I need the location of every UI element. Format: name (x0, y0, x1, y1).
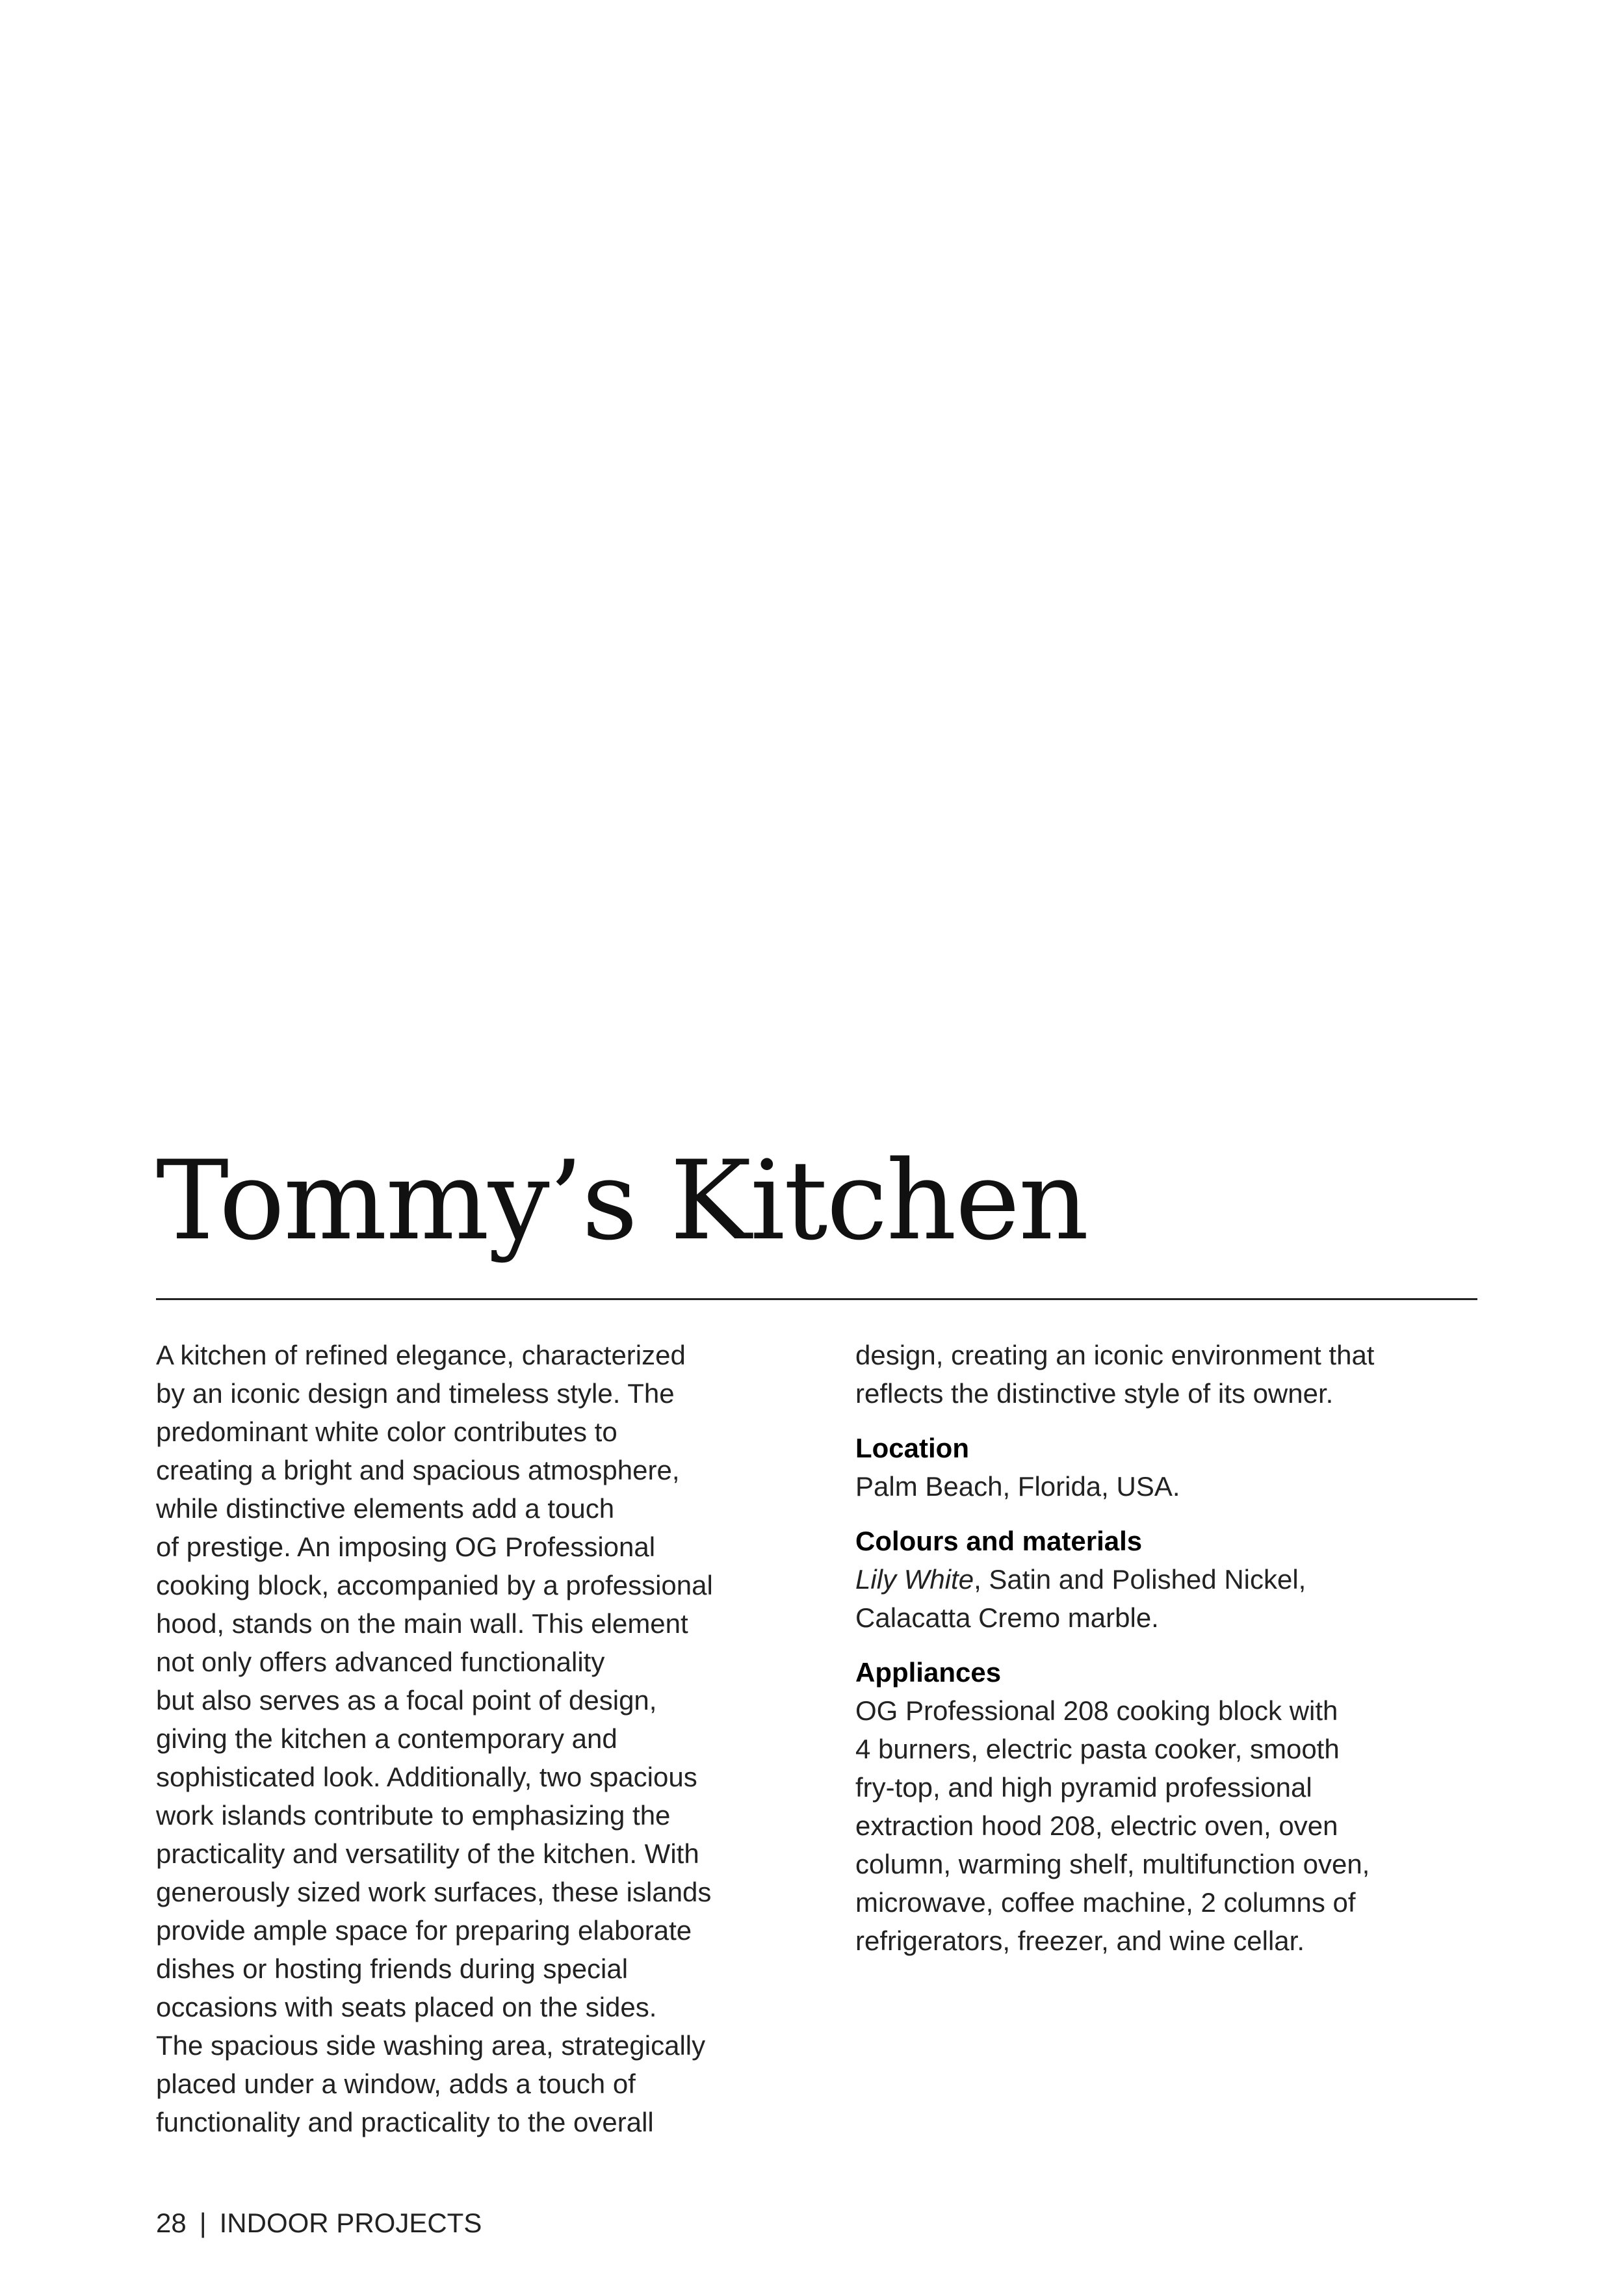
description-line: creating a bright and spacious atmosphere, (156, 1455, 680, 1485)
description-line: hood, stands on the main wall. This element (156, 1608, 688, 1639)
description-line: reflects the distinctive style of its owner. (855, 1378, 1334, 1409)
description-line: not only offers advanced functionality (156, 1647, 605, 1677)
appliances-line: OG Professional 208 cooking block with (855, 1695, 1338, 1726)
appliances-heading: Appliances (855, 1657, 1002, 1688)
description-line: placed under a window, adds a touch of (156, 2068, 636, 2099)
description-line: A kitchen of refined elegance, characterized (156, 1340, 686, 1370)
description-line: while distinctive elements add a touch (156, 1493, 615, 1524)
location-section (855, 1429, 1499, 1506)
section-name: INDOOR PROJECTS (219, 2208, 482, 2238)
description-line: work islands contribute to emphasizing the (156, 1800, 671, 1831)
description-line: design, creating an iconic environment that (855, 1340, 1375, 1370)
appliances-line: column, warming shelf, multifunction oven, (855, 1849, 1370, 1879)
description-line: sophisticated look. Additionally, two spacious (156, 1762, 697, 1792)
description-line: provide ample space for preparing elaborate (156, 1915, 692, 1946)
description-line: by an iconic design and timeless style. The (156, 1378, 675, 1409)
description-continuation (855, 1336, 1499, 1413)
colours-line (855, 1560, 1499, 1598)
colour-name: Lily White (855, 1564, 974, 1595)
appliances-section (855, 1653, 1499, 1960)
page-number: 28 (156, 2208, 187, 2238)
location-heading: Location (855, 1433, 969, 1463)
title-divider (156, 1298, 1477, 1300)
description-line: practicality and versatility of the kitchen. With (156, 1838, 699, 1869)
colours-heading: Colours and materials (855, 1526, 1143, 1556)
page-footer (156, 2204, 482, 2242)
appliances-line: refrigerators, freezer, and wine cellar. (855, 1925, 1305, 1956)
appliances-line: fry-top, and high pyramid professional (855, 1772, 1312, 1803)
description-line: functionality and practicality to the overall (156, 2107, 654, 2137)
page-title: Tommy’s Kitchen (156, 1137, 1088, 1264)
description-line: giving the kitchen a contemporary and (156, 1723, 617, 1754)
description-line: predominant white color contributes to (156, 1416, 617, 1447)
footer-separator: | (199, 2208, 207, 2238)
appliances-line: microwave, coffee machine, 2 columns of (855, 1887, 1356, 1918)
appliances-line: extraction hood 208, electric oven, oven (855, 1810, 1338, 1841)
colours-line-rest: , Satin and Polished Nickel, (974, 1564, 1306, 1595)
description-line: occasions with seats placed on the sides. (156, 1992, 657, 2022)
colours-section (855, 1522, 1499, 1637)
description-line: cooking block, accompanied by a professional (156, 1570, 713, 1600)
description-line: generously sized work surfaces, these islands (156, 1877, 712, 1907)
colours-line: Calacatta Cremo marble. (855, 1602, 1159, 1633)
location-value: Palm Beach, Florida, USA. (855, 1471, 1180, 1502)
description-line: dishes or hosting friends during special (156, 1953, 629, 1984)
description-line: of prestige. An imposing OG Professional (156, 1532, 656, 1562)
details-column (855, 1336, 1499, 1960)
description-line: but also serves as a focal point of design, (156, 1685, 657, 1715)
description-line: The spacious side washing area, strategically (156, 2030, 706, 2061)
appliances-line: 4 burners, electric pasta cooker, smooth (855, 1734, 1340, 1764)
description-column (156, 1336, 806, 2141)
